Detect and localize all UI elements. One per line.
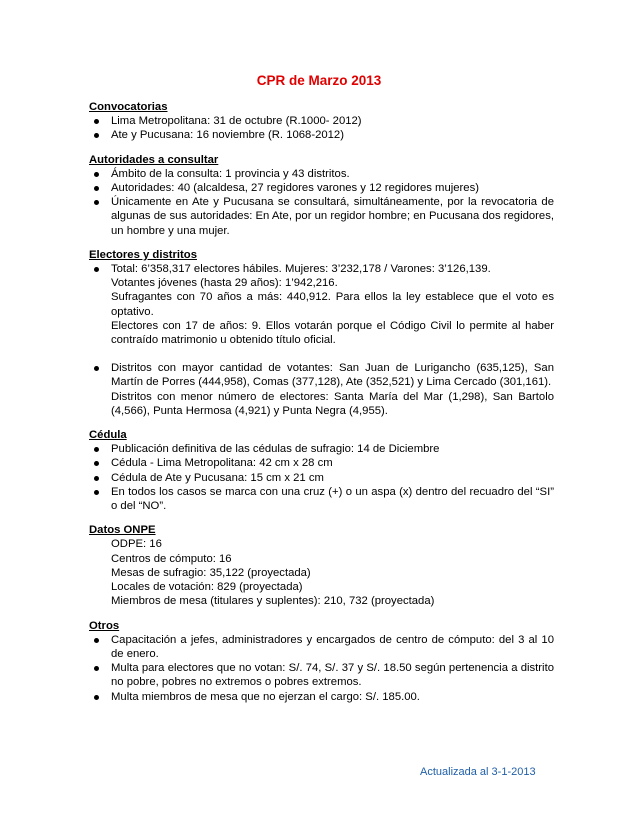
onpe-line: Locales de votación: 829 (proyectada): [111, 581, 303, 594]
bullet-icon: [94, 490, 99, 495]
section-convocatorias: [89, 100, 554, 143]
list-item: Distritos con mayor cantidad de votantes: San Juan de Lurigancho (635,125), San Martín de Porres (444,958), Comas (377,128), Ate (352,521) y Lima Cercado (301,161). Distritos con menor número de electores: Santa María del Mar (1,298), San Bartolo (4,566), Punta Hermosa (4,921) y Punta Negra (4,955).: [89, 361, 554, 418]
section-electores: [89, 248, 554, 418]
list-item: Multa para electores que no votan: S/. 74, S/. 37 y S/. 18.50 según pertenencia a distrito no pobre, pobres no extremos o pobres extremos.: [89, 661, 554, 689]
list-item: Cédula de Ate y Pucusana: 15 cm x 21 cm: [89, 471, 554, 485]
bullet-icon: [94, 133, 99, 138]
onpe-line: Centros de cómputo: 16: [111, 552, 232, 565]
document-title: CPR de Marzo 2013: [256, 73, 382, 88]
bullet-list: [89, 262, 554, 418]
bullet-icon: [94, 695, 99, 700]
list-item: Ate y Pucusana: 16 noviembre (R. 1068-2012): [89, 128, 554, 142]
bullet-list: [89, 167, 554, 238]
bullet-list: [89, 442, 554, 513]
list-item: Ámbito de la consulta: 1 provincia y 43 distritos.: [89, 167, 554, 181]
bullet-icon: [94, 200, 99, 205]
section-heading: Otros: [89, 619, 120, 632]
document-body: [89, 100, 554, 714]
list-item: Multa miembros de mesa que no ejerzan el cargo: S/. 185.00.: [89, 690, 554, 704]
onpe-line: ODPE: 16: [111, 538, 162, 551]
section-cedula: [89, 428, 554, 513]
list-item: Autoridades: 40 (alcaldesa, 27 regidores varones y 12 regidores mujeres): [89, 181, 554, 195]
bullet-icon: [94, 461, 99, 466]
list-item: Capacitación a jefes, administradores y encargados de centro de cómputo: del 3 al 10 de enero.: [89, 633, 554, 661]
list-item: Cédula - Lima Metropolitana: 42 cm x 28 cm: [89, 456, 554, 470]
bullet-icon: [94, 267, 99, 272]
bullet-list: [89, 114, 554, 142]
section-heading: Datos ONPE: [89, 524, 156, 537]
bullet-icon: [94, 186, 99, 191]
bullet-icon: [94, 476, 99, 481]
bullet-list: [89, 633, 554, 704]
section-heading: Autoridades a consultar: [89, 153, 219, 166]
list-item: En todos los casos se marca con una cruz (+) o un aspa (x) dentro del recuadro del “SI” o del “NO”.: [89, 485, 554, 513]
bullet-icon: [94, 172, 99, 177]
list-item: Total: 6’358,317 electores hábiles. Mujeres: 3’232,178 / Varones: 3’126,139. Votantes jóvenes (hasta 29 años): 1’942,216. Sufragantes con 70 años a más: 440,912. Para ellos la ley establece que el voto es optativo. Electores con 17 de años: 9. Ellos votarán porque el Código Civil lo permite al haber contraído matrimonio u obtenido título oficial.: [89, 262, 554, 347]
section-autoridades: [89, 153, 554, 238]
bullet-icon: [94, 638, 99, 643]
updated-date-footer: Actualizada al 3-1-2013: [420, 766, 536, 778]
bullet-icon: [94, 119, 99, 124]
bullet-icon: [94, 666, 99, 671]
spacer: [89, 347, 554, 361]
section-heading: Electores y distritos: [89, 248, 197, 261]
bullet-icon: [94, 366, 99, 371]
section-heading: Convocatorias: [89, 101, 168, 113]
list-item: Publicación definitiva de las cédulas de sufragio: 14 de Diciembre: [89, 442, 554, 456]
section-datos-onpe: [89, 523, 554, 608]
onpe-data-list: [89, 537, 554, 608]
section-heading: Cédula: [89, 429, 127, 442]
section-otros: [89, 619, 554, 704]
list-item: Únicamente en Ate y Pucusana se consultará, simultáneamente, por la revocatoria de algunas de sus autoridades: En Ate, por un regidor hombre; en Pucusana dos regidores, un hombre y una mujer.: [89, 195, 554, 238]
onpe-line: Miembros de mesa (titulares y suplentes): 210, 732 (proyectada): [111, 595, 435, 608]
onpe-line: Mesas de sufragio: 35,122 (proyectada): [111, 566, 311, 579]
bullet-icon: [94, 447, 99, 452]
list-item: Lima Metropolitana: 31 de octubre (R.1000- 2012): [89, 114, 554, 128]
